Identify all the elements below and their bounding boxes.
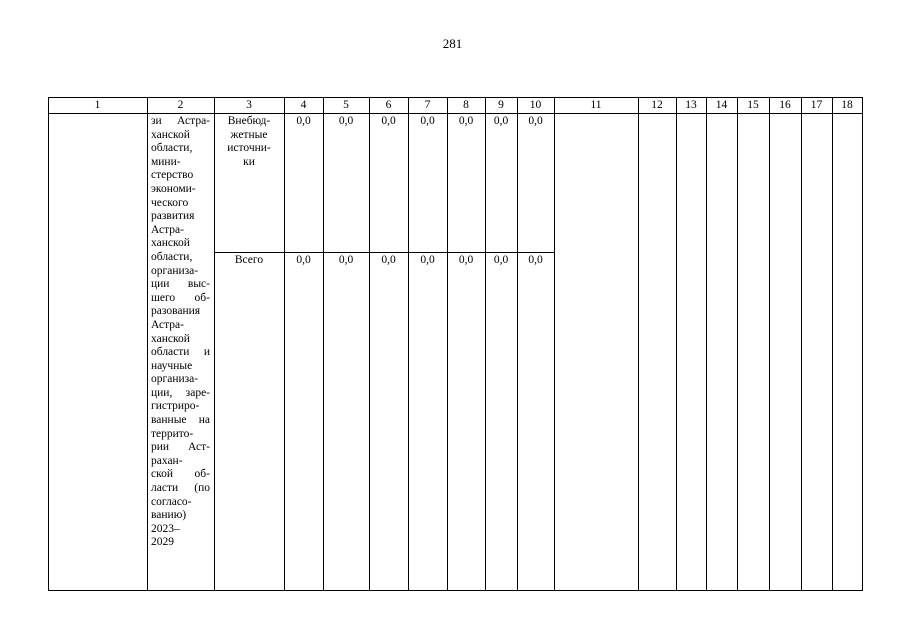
column-border bbox=[369, 97, 370, 591]
table-bottom-border bbox=[48, 590, 863, 591]
organization-line: 2023– bbox=[151, 522, 180, 535]
value-cell: 0,0 bbox=[493, 254, 509, 266]
organization-line: экономи- bbox=[151, 182, 196, 195]
header-bottom-border bbox=[48, 113, 863, 114]
column-header: 1 bbox=[94, 99, 101, 111]
column-border bbox=[706, 97, 707, 591]
column-header: 7 bbox=[424, 99, 431, 111]
organization-line: ции, заре- bbox=[151, 386, 210, 399]
organization-line: зи Астра- bbox=[151, 115, 210, 127]
organization-line: ской об- bbox=[151, 468, 210, 481]
column-border bbox=[676, 97, 677, 591]
value-cell: 0,0 bbox=[338, 115, 354, 127]
column-border bbox=[214, 97, 215, 591]
organization-cell bbox=[151, 115, 210, 550]
column-border bbox=[737, 97, 738, 591]
organization-line: ханской bbox=[151, 237, 190, 250]
organization-line: области и bbox=[151, 346, 210, 359]
page-number: 281 bbox=[442, 36, 463, 51]
column-header: 3 bbox=[246, 99, 252, 111]
source-line: жетные bbox=[230, 128, 268, 141]
organization-line: ханской bbox=[151, 128, 190, 141]
organization-line: шего об- bbox=[151, 291, 210, 304]
organization-line: ции выс- bbox=[151, 278, 210, 291]
organization-line: организа- bbox=[151, 264, 199, 277]
source-cell bbox=[214, 115, 284, 169]
row-separator bbox=[214, 252, 554, 253]
source-line: Внебюд- bbox=[227, 115, 271, 127]
organization-line: согласо- bbox=[151, 495, 192, 508]
organization-line: Астра- bbox=[151, 223, 184, 236]
column-header: 18 bbox=[841, 99, 853, 111]
column-header: 9 bbox=[498, 99, 504, 111]
column-border bbox=[638, 97, 639, 591]
source-cell bbox=[214, 254, 284, 268]
column-header: 16 bbox=[779, 99, 791, 111]
organization-line: ванные на bbox=[151, 414, 210, 427]
value-cell: 0,0 bbox=[528, 254, 543, 266]
organization-line: области, bbox=[151, 142, 193, 155]
column-header: 4 bbox=[300, 99, 307, 111]
organization-line: рии Аст- bbox=[151, 441, 210, 454]
column-border bbox=[408, 97, 409, 591]
value-cell: 0,0 bbox=[296, 115, 311, 127]
column-header: 11 bbox=[590, 99, 602, 111]
organization-line: разования bbox=[151, 305, 201, 318]
organization-line: мини- bbox=[151, 155, 181, 168]
column-header: 17 bbox=[810, 99, 823, 111]
column-border bbox=[554, 97, 555, 591]
column-border bbox=[801, 97, 802, 591]
organization-line: организа- bbox=[151, 373, 199, 386]
organization-line: области, bbox=[151, 250, 193, 263]
column-border bbox=[517, 97, 518, 591]
column-header: 13 bbox=[685, 99, 697, 111]
value-cell: 0,0 bbox=[420, 115, 435, 127]
organization-line: ческого bbox=[151, 196, 189, 209]
organization-line: террито- bbox=[151, 427, 194, 440]
value-cell: 0,0 bbox=[528, 115, 543, 127]
source-line: источни- bbox=[227, 142, 271, 155]
column-header: 12 bbox=[651, 99, 663, 111]
organization-line: развития bbox=[151, 210, 195, 223]
column-border bbox=[485, 97, 486, 591]
source-line: Всего bbox=[234, 254, 264, 266]
value-cell: 0,0 bbox=[458, 254, 474, 266]
column-header: 10 bbox=[529, 99, 542, 111]
column-border bbox=[447, 97, 448, 591]
organization-line: Астра- bbox=[151, 318, 184, 331]
column-header: 15 bbox=[747, 99, 759, 111]
organization-line: ванию) bbox=[151, 509, 187, 522]
organization-line: стерство bbox=[151, 169, 194, 182]
source-line: ки bbox=[243, 155, 255, 168]
column-header: 2 bbox=[177, 99, 184, 111]
column-border bbox=[284, 97, 285, 591]
value-cell: 0,0 bbox=[381, 254, 396, 266]
value-cell: 0,0 bbox=[493, 115, 509, 127]
column-header: 14 bbox=[715, 99, 728, 111]
column-border bbox=[832, 97, 833, 591]
column-border bbox=[862, 97, 863, 591]
organization-line: рахан- bbox=[151, 454, 183, 467]
organization-line: ласти (по bbox=[151, 482, 210, 495]
value-cell: 0,0 bbox=[296, 254, 311, 266]
value-cell: 0,0 bbox=[420, 254, 435, 266]
organization-line: научные bbox=[151, 359, 193, 372]
column-border bbox=[323, 97, 324, 591]
column-header: 5 bbox=[343, 99, 349, 111]
organization-line: гистриро- bbox=[151, 400, 200, 413]
column-border bbox=[48, 97, 49, 591]
organization-line: 2029 bbox=[151, 536, 174, 549]
column-border bbox=[147, 97, 148, 591]
organization-line: ханской bbox=[151, 332, 190, 345]
column-header: 6 bbox=[385, 99, 392, 111]
value-cell: 0,0 bbox=[381, 115, 396, 127]
value-cell: 0,0 bbox=[458, 115, 474, 127]
column-border bbox=[769, 97, 770, 591]
value-cell: 0,0 bbox=[338, 254, 354, 266]
column-header: 8 bbox=[463, 99, 469, 111]
